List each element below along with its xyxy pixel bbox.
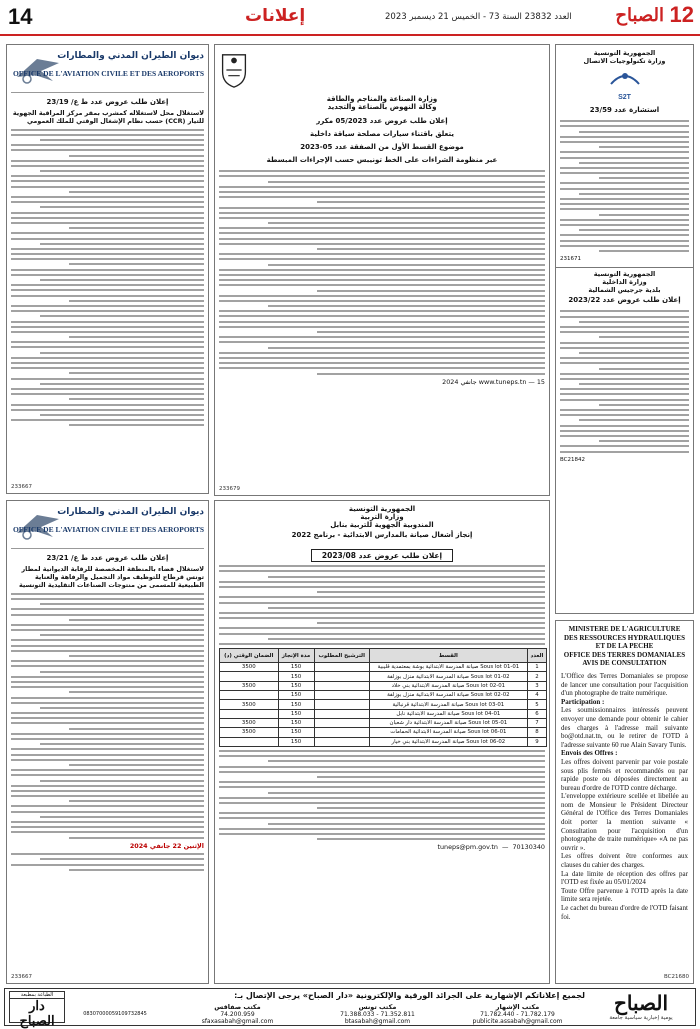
- table-row: [220, 709, 547, 718]
- table-cell: 150: [278, 718, 314, 727]
- table-row: [220, 681, 547, 690]
- table-cell: Sous lot 01-01 صيانة المدرسة الابتدائية بوشة بمعتمدية قليبية: [369, 663, 527, 672]
- paragraph: Les soumissionnaires intéressés peuvent envoyer une demande pour obtenir le cahier des charges à l'adresse mail suivante bo@otd.nat.tn, ou le retirer de l'OTD à l'adresse suivante 60 rue Alain Savary Tunis.: [561, 706, 688, 749]
- lots-table: [219, 648, 547, 747]
- title-box-wrap: [215, 543, 549, 562]
- table-cell: [220, 737, 279, 746]
- contact-email[interactable]: tuneps@pm.gov.tn: [437, 843, 498, 852]
- footer-logo: [591, 991, 691, 1023]
- agency-notice: [214, 44, 550, 496]
- table-cell: 7: [527, 718, 546, 727]
- office-sfax: [170, 1004, 305, 1025]
- title-line: ET DE LA PECHE: [595, 642, 654, 651]
- table-cell: 150: [278, 700, 314, 709]
- table-cell: 5: [527, 700, 546, 709]
- contact-line: tuneps@pm.gov.tn — 70130340: [437, 843, 545, 852]
- notice-ref: إعلان طلب عروض عدد ط ع/ 23/21: [46, 554, 169, 562]
- paragraph: L'Office des Terres Domaniales se propose de lancer une consultation pour l'acquisition d'un photographe de traite numérique.: [561, 671, 688, 698]
- table-cell: [314, 737, 369, 746]
- oaca-header: [11, 49, 204, 93]
- table-cell: 1: [527, 663, 546, 672]
- office-email[interactable]: publicite.assabah@gmail.com: [472, 1018, 563, 1025]
- paragraph: Les offres doivent être conformes aux clauses du cahier des charges.: [561, 852, 688, 870]
- page-header: [0, 0, 700, 36]
- table-cell: 3: [527, 681, 546, 690]
- notice-intro: [219, 565, 545, 645]
- footer-ad-contact: [4, 988, 696, 1029]
- table-cell: Sous lot 03-01 صيانة المدرسة الابتدائية قرنبالية: [369, 700, 527, 709]
- table-row: [220, 700, 547, 709]
- table-cell: Sous lot 04-01 صيانة المدرسة الابتدائية نابل: [369, 709, 527, 718]
- republic-name-2: الجمهورية التونسية: [593, 270, 656, 279]
- s2t-logo: [556, 68, 693, 101]
- oaca-notice-1: [6, 44, 209, 494]
- table-cell: Sous lot 06-02 صيانة المدرسة الابتدائية بني خيار: [369, 737, 527, 746]
- logo-name: الصباح: [615, 5, 664, 26]
- notice-title: إعلان طلب عروض عدد 2023/08: [311, 549, 453, 562]
- table-cell: Sous lot 02-01 صيانة المدرسة الابتدائية بني خلاد: [369, 681, 527, 690]
- agency-name: وكالة النهوض بالصناعة والتجديد: [327, 103, 437, 111]
- ministry-name: وزارة التربية: [360, 513, 404, 521]
- notice-title: استشارة عدد 23/59: [589, 106, 660, 114]
- republic-name: الجمهورية التونسية: [593, 49, 656, 57]
- paragraph: Envois des Offres :: [561, 749, 618, 758]
- table-cell: 4: [527, 691, 546, 700]
- notice-title: لاستغلال محل لاستغلاله كمشرب بمقر مركز المراقبة الجهوية للتيار (CCR) حسب نظام الإشغال الوقتي للملك العمومي: [12, 109, 204, 126]
- box-ref-2: BC21842: [560, 456, 586, 463]
- table-header: الضمان الوقتي (د): [220, 649, 279, 663]
- title-line: MINISTERE DE L'AGRICULTURE: [568, 625, 681, 633]
- notice-subtitle-3: عبر منظومة الشراءات على الخط تونيبس حسب الإجراءات المبسطة: [266, 156, 498, 164]
- notice-body-tail: [11, 853, 204, 871]
- box-ref: 233667: [11, 484, 32, 490]
- notice-body: [219, 750, 545, 840]
- office-title: مكتب تونس: [358, 1003, 397, 1011]
- interior-ministry: وزارة الداخلية: [602, 278, 647, 287]
- table-cell: 8: [527, 728, 546, 737]
- s2t-logo-text: S2T: [618, 94, 631, 101]
- notice-subtitle-2: موضوع القسط الأول من الصفقة عدد 05-2023: [300, 143, 464, 151]
- paragraph: Toute Offre parvenue à l'OTD après la date limite sera rejetée.: [561, 886, 688, 904]
- tuneps-website[interactable]: www.tuneps.tn: [478, 377, 527, 386]
- notice-body: [219, 170, 545, 374]
- box-ref: 231671: [560, 256, 581, 263]
- table-cell: 2: [527, 672, 546, 681]
- table-row: [220, 663, 547, 672]
- republic-name: الجمهورية التونسية: [348, 505, 416, 513]
- contact-phone: 70130340: [512, 843, 545, 852]
- oaca-header: [11, 505, 204, 549]
- office-title: مكتب صفاقس: [214, 1003, 261, 1011]
- table-cell: [314, 663, 369, 672]
- table-cell: [314, 728, 369, 737]
- table-cell: 150: [278, 663, 314, 672]
- region-name: المندوبية الجهوية للتربية بنابل: [330, 521, 434, 529]
- municipality-name: بلدية جرجيس الشمالية: [588, 286, 661, 295]
- table-header: العدد: [527, 649, 546, 663]
- footer-logo-name: الصباح: [613, 991, 669, 1015]
- paragraph: L'enveloppe extérieure scellée et libellée au nom de Monsieur le Président Directeur Général de l'Office des Terres Domaniales doit porter la mention suivante « Consultation pour l'acquisition d'un photographe de traite numérique» «A ne pas ouvrir ».: [561, 792, 688, 852]
- table-cell: 3500: [220, 681, 279, 690]
- table-cell: 150: [278, 672, 314, 681]
- printer-logo: [9, 991, 65, 1029]
- table-cell: [314, 709, 369, 718]
- office-email[interactable]: btasabah@gmail.com: [344, 1018, 411, 1025]
- tunisia-emblem-icon: [215, 51, 253, 89]
- notice-headline: إنجاز أشغال صيانة بالمدارس الابتدائية - برنامج 2022: [291, 531, 473, 539]
- box-ref: 233679: [219, 486, 240, 492]
- table-row: [220, 718, 547, 727]
- section-title: إعلانات: [245, 6, 306, 26]
- deadline-date: الإثنين 22 جانفي 2024: [129, 841, 204, 850]
- notice-title: لاستغلال فضاء بالمنطقة المخصصة للرقابة الديوانية لمطار تونس قرطاج للتوظيف مواد التجميل والرفاهة والعناية الطبيعية للمسمى من منتوجات الصناعات التقليدية التونسية: [19, 565, 204, 590]
- table-row: [220, 691, 547, 700]
- french-notice-title: [556, 621, 693, 672]
- table-cell: 150: [278, 728, 314, 737]
- notice-body-2: [560, 310, 689, 452]
- office-tunis: [310, 1004, 445, 1025]
- table-header-row: [220, 649, 547, 663]
- paragraph: Les offres doivent parvenir par voie postale sous plis fermés et recommandés ou par rapide poste ou déposées directement au bureau d'ordre de l'OTD contre décharge.: [561, 757, 688, 792]
- table-cell: [314, 700, 369, 709]
- office-phone: 71.782.179 - 71.782.440: [480, 1011, 555, 1018]
- oaca-name-ar: ديوان الطيران المدني والمطارات: [57, 51, 204, 61]
- box-ref: 233667: [11, 974, 32, 980]
- table-cell: 150: [278, 681, 314, 690]
- table-cell: 3500: [220, 700, 279, 709]
- table-cell: [314, 681, 369, 690]
- notice-ref: إعلان طلب عروض عدد ط ع/ 23/19: [46, 98, 169, 106]
- table-header: الترشيح المطلوب: [314, 649, 369, 663]
- ministry-name: وزارة تكنولوجيات الاتصال: [583, 57, 666, 65]
- table-cell: [220, 709, 279, 718]
- table-cell: 3500: [220, 718, 279, 727]
- paragraph: La date limite de réception des offres par l'OTD est fixée au 05/01/2024: [561, 869, 688, 887]
- oaca-notice-2: [6, 500, 209, 984]
- table-cell: 3500: [220, 728, 279, 737]
- footer-logo-sub: يومية إخبارية سياسية جامعة: [609, 1015, 673, 1021]
- page-number: 14: [8, 4, 33, 29]
- oaca-name-fr: OFFICE DE L'AVIATION CIVILE ET DES AEROPORTS: [12, 69, 204, 78]
- masthead-logo: [602, 2, 694, 32]
- office-email[interactable]: sfaxasabah@gmail.com: [201, 1018, 274, 1025]
- office-phone: 74.200.959: [220, 1011, 255, 1018]
- notice-body: [11, 129, 204, 427]
- table-row: [220, 672, 547, 681]
- issue-info: العدد 23832 السنة 73 - الخميس 21 ديسمبر 2023: [385, 12, 572, 22]
- notice-subtitle: يتعلق باقتناء سيارات مصلحة سياقة داخلية: [310, 130, 454, 138]
- bank-account: 08307000059109732845: [83, 1011, 147, 1017]
- education-notice: [214, 500, 550, 984]
- printer-caption: الطباعة بمطبعة: [10, 992, 64, 999]
- table-cell: 9: [527, 737, 546, 746]
- notice-body: [560, 120, 689, 252]
- table-row: [220, 728, 547, 737]
- right-column-notices: [555, 44, 694, 614]
- s2t-logo-icon: [605, 68, 645, 90]
- notice-title: إعلان طلب عروض عدد 05/2023 مكرر: [316, 117, 448, 125]
- oaca-name-fr: OFFICE DE L'AVIATION CIVILE ET DES AEROPORTS: [12, 525, 204, 534]
- table-cell: [314, 672, 369, 681]
- table-cell: Sous lot 05-01 صيانة المدرسة الابتدائية دار شعبان: [369, 718, 527, 727]
- title-line: OFFICE DES TERRES DOMANIALES: [563, 650, 686, 659]
- table-cell: [314, 691, 369, 700]
- table-header: مدة الإنجاز: [278, 649, 314, 663]
- table-cell: Sous lot 02-02 صيانة المدرسة الابتدائية منزل بوزلفة: [369, 691, 527, 700]
- table-cell: 150: [278, 737, 314, 746]
- oaca-name-ar: ديوان الطيران المدني والمطارات: [57, 507, 204, 517]
- box-ref: BC21680: [663, 974, 689, 980]
- office-main: [450, 1004, 585, 1025]
- notice-deadline: 15 جانفي 2024: [442, 377, 545, 386]
- table-cell: [314, 718, 369, 727]
- footer-tagline: لجميع إعلاناتكم الإشهارية على الجرائد الورقية والإلكترونية «دار الصباح» يرجى الإتصال بـ:: [234, 991, 585, 1000]
- ministry-name: وزارة الصناعة والمناجم والطاقة: [326, 95, 438, 103]
- table-row: [220, 737, 547, 746]
- logo-number: 12: [669, 2, 694, 27]
- table-cell: 3500: [220, 663, 279, 672]
- title-line: DES RESSOURCES HYDRAULIQUES: [564, 633, 685, 642]
- title-line: AVIS DE CONSULTATION: [582, 659, 667, 668]
- paragraph: Le cachet du bureau d'ordre de l'OTD faisant foi.: [561, 904, 688, 921]
- notice-title-2: إعلان طلب عروض عدد 2023/22: [568, 296, 681, 305]
- printer-name: دار الصباح: [19, 999, 55, 1029]
- table-cell: Sous lot 01-02 صيانة المدرسة الابتدائية منزل بوزلفة: [369, 672, 527, 681]
- table-cell: 6: [527, 709, 546, 718]
- table-cell: 150: [278, 691, 314, 700]
- table-cell: Sous lot 06-01 صيانة المدرسة الابتدائية الحمامات: [369, 728, 527, 737]
- notice-body: [11, 593, 204, 839]
- notice-website-line: www.tuneps.tn — 15 جانفي 2024: [442, 377, 545, 386]
- office-phone: 71.352.811 - 71.388.033: [340, 1011, 415, 1018]
- table-cell: 150: [278, 709, 314, 718]
- table-cell: [220, 672, 279, 681]
- paragraph: Participation :: [561, 697, 605, 706]
- french-consultation-notice: [555, 620, 694, 984]
- table-header: القسط: [369, 649, 527, 663]
- table-cell: [220, 691, 279, 700]
- office-title: مكتب الإشهار: [495, 1003, 540, 1011]
